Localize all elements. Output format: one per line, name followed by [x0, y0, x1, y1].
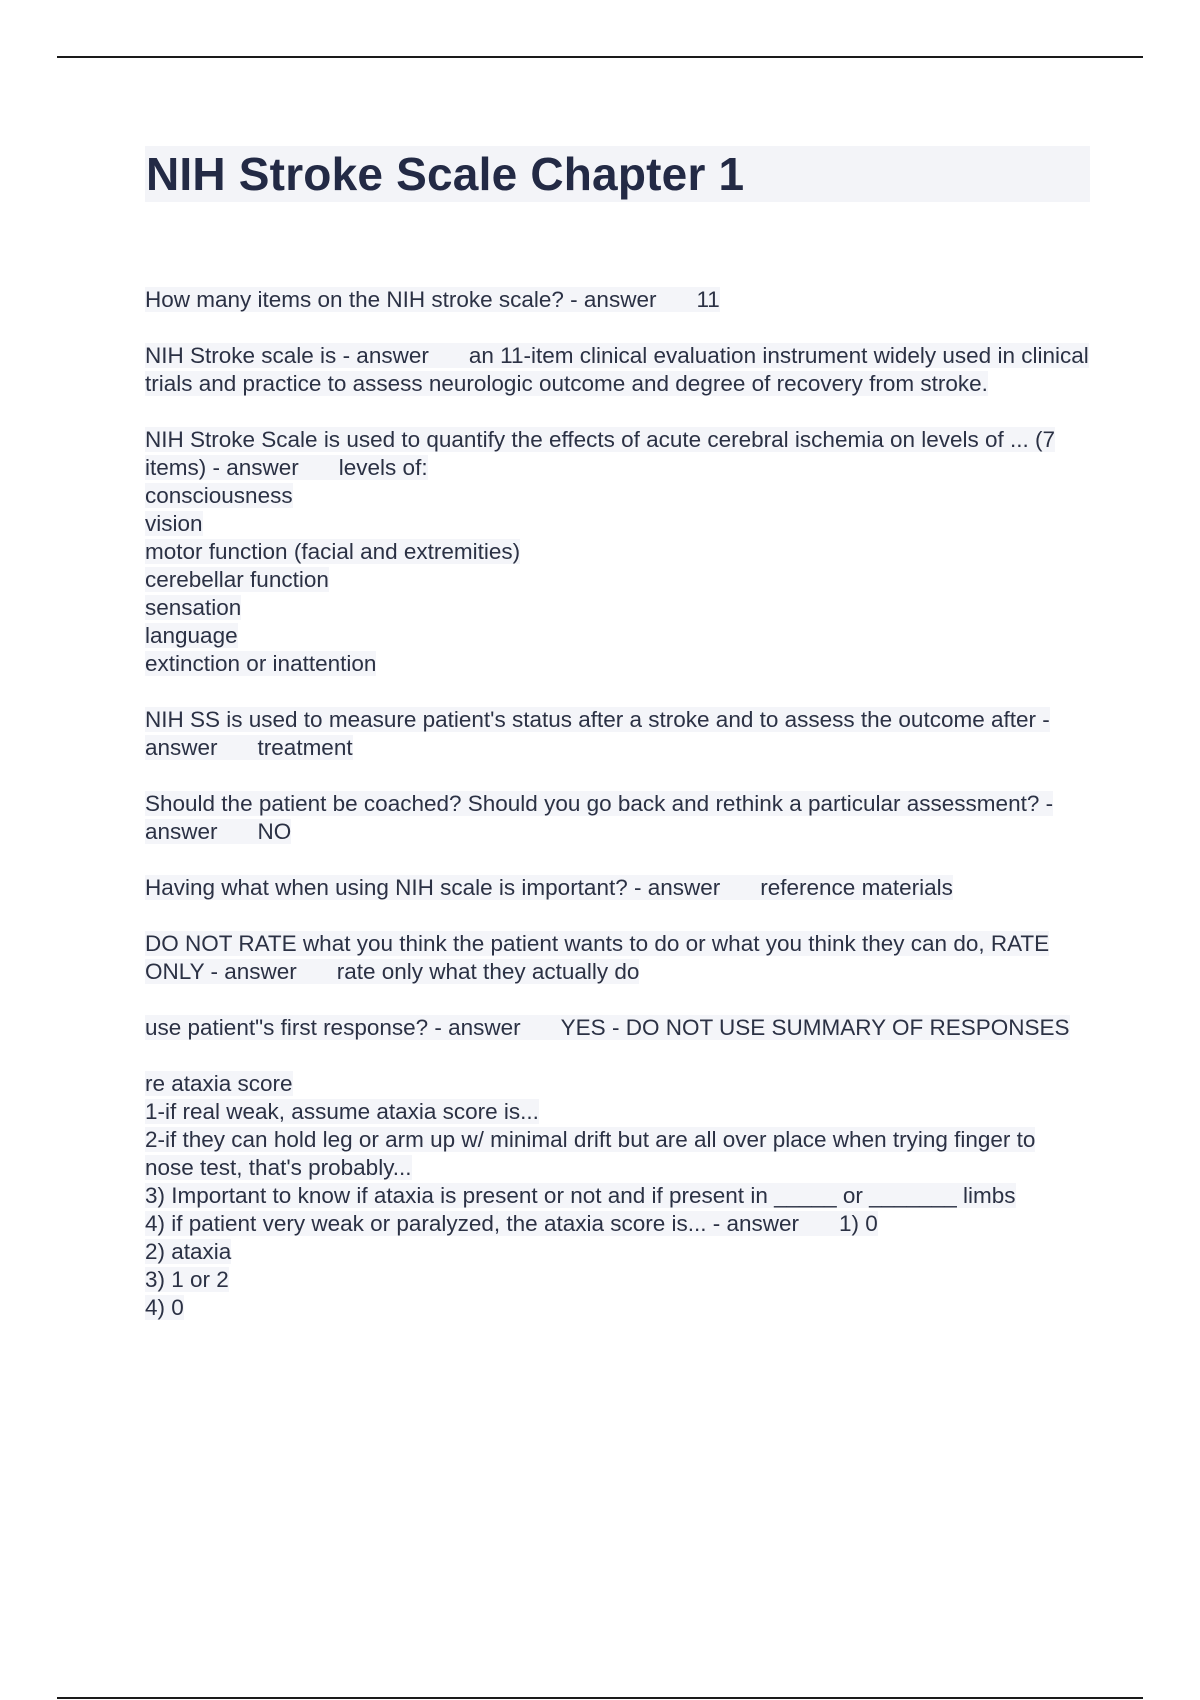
question-text: use patient"s first response? [145, 1015, 429, 1040]
answer-text: rate only what they actually do [336, 959, 640, 984]
qa-item [145, 1070, 1090, 1322]
answer-separator: - answer [706, 1211, 800, 1236]
answer-text: NO [257, 819, 292, 844]
header-rule [57, 56, 1143, 58]
answer-separator: - answer [204, 959, 297, 984]
document-title: NIH Stroke Scale Chapter 1 [145, 146, 1090, 202]
qa-item [145, 706, 1090, 762]
answer-text: 1) 0 2) ataxia 3) 1 or 2 4) 0 [145, 1211, 878, 1320]
question-text: NIH Stroke scale is [145, 343, 337, 368]
qa-list [145, 286, 1090, 1322]
qa-item [145, 790, 1090, 846]
qa-item [145, 874, 1090, 902]
question-text: Having what when using NIH scale is important? [145, 875, 628, 900]
document-body [145, 146, 1090, 1350]
qa-item [145, 1014, 1090, 1042]
answer-text: 11 [696, 287, 720, 312]
answer-separator: - answer [563, 287, 657, 312]
answer-separator: - answer [428, 1015, 521, 1040]
question-text: re ataxia score 1-if real weak, assume ataxia score is... 2-if they can hold leg or arm up w/ minimal drift but are all over place when trying finger to nose test, that's probably... 3) Important to know if ataxia is present or not and if present in _____ or _______ limbs 4) if patient very weak or paralyzed, the ataxia score is... [145, 1071, 1036, 1236]
question-text: NIH Stroke Scale is used to quantify the effects of acute cerebral ischemia on levels of ... (7 items) [145, 427, 1056, 480]
answer-separator: - answer [145, 791, 1054, 844]
qa-item [145, 930, 1090, 986]
question-text: How many items on the NIH stroke scale? [145, 287, 564, 312]
footer-rule [57, 1697, 1143, 1699]
answer-separator: - answer [206, 455, 299, 480]
question-text: Should the patient be coached? Should you go back and rethink a particular assessment? [145, 791, 1040, 816]
answer-text: an 11-item clinical evaluation instrument widely used in clinical trials and practice to assess neurologic outcome and degree of recovery from stroke. [145, 343, 1089, 396]
answer-separator: - answer [145, 707, 1050, 760]
qa-item [145, 342, 1090, 398]
answer-separator: - answer [336, 343, 429, 368]
question-text: NIH SS is used to measure patient's status after a stroke and to assess the outcome after [145, 707, 1036, 732]
answer-text: treatment [257, 735, 353, 760]
question-text: DO NOT RATE what you think the patient wants to do or what you think they can do, RATE ONLY [145, 931, 1050, 984]
answer-text: YES - DO NOT USE SUMMARY OF RESPONSES [560, 1015, 1070, 1040]
answer-text: levels of: consciousness vision motor function (facial and extremities) cerebellar function sensation language extinction or inattention [145, 455, 521, 676]
answer-text: reference materials [760, 875, 953, 900]
answer-separator: - answer [627, 875, 721, 900]
qa-item [145, 426, 1090, 678]
qa-item [145, 286, 1090, 314]
